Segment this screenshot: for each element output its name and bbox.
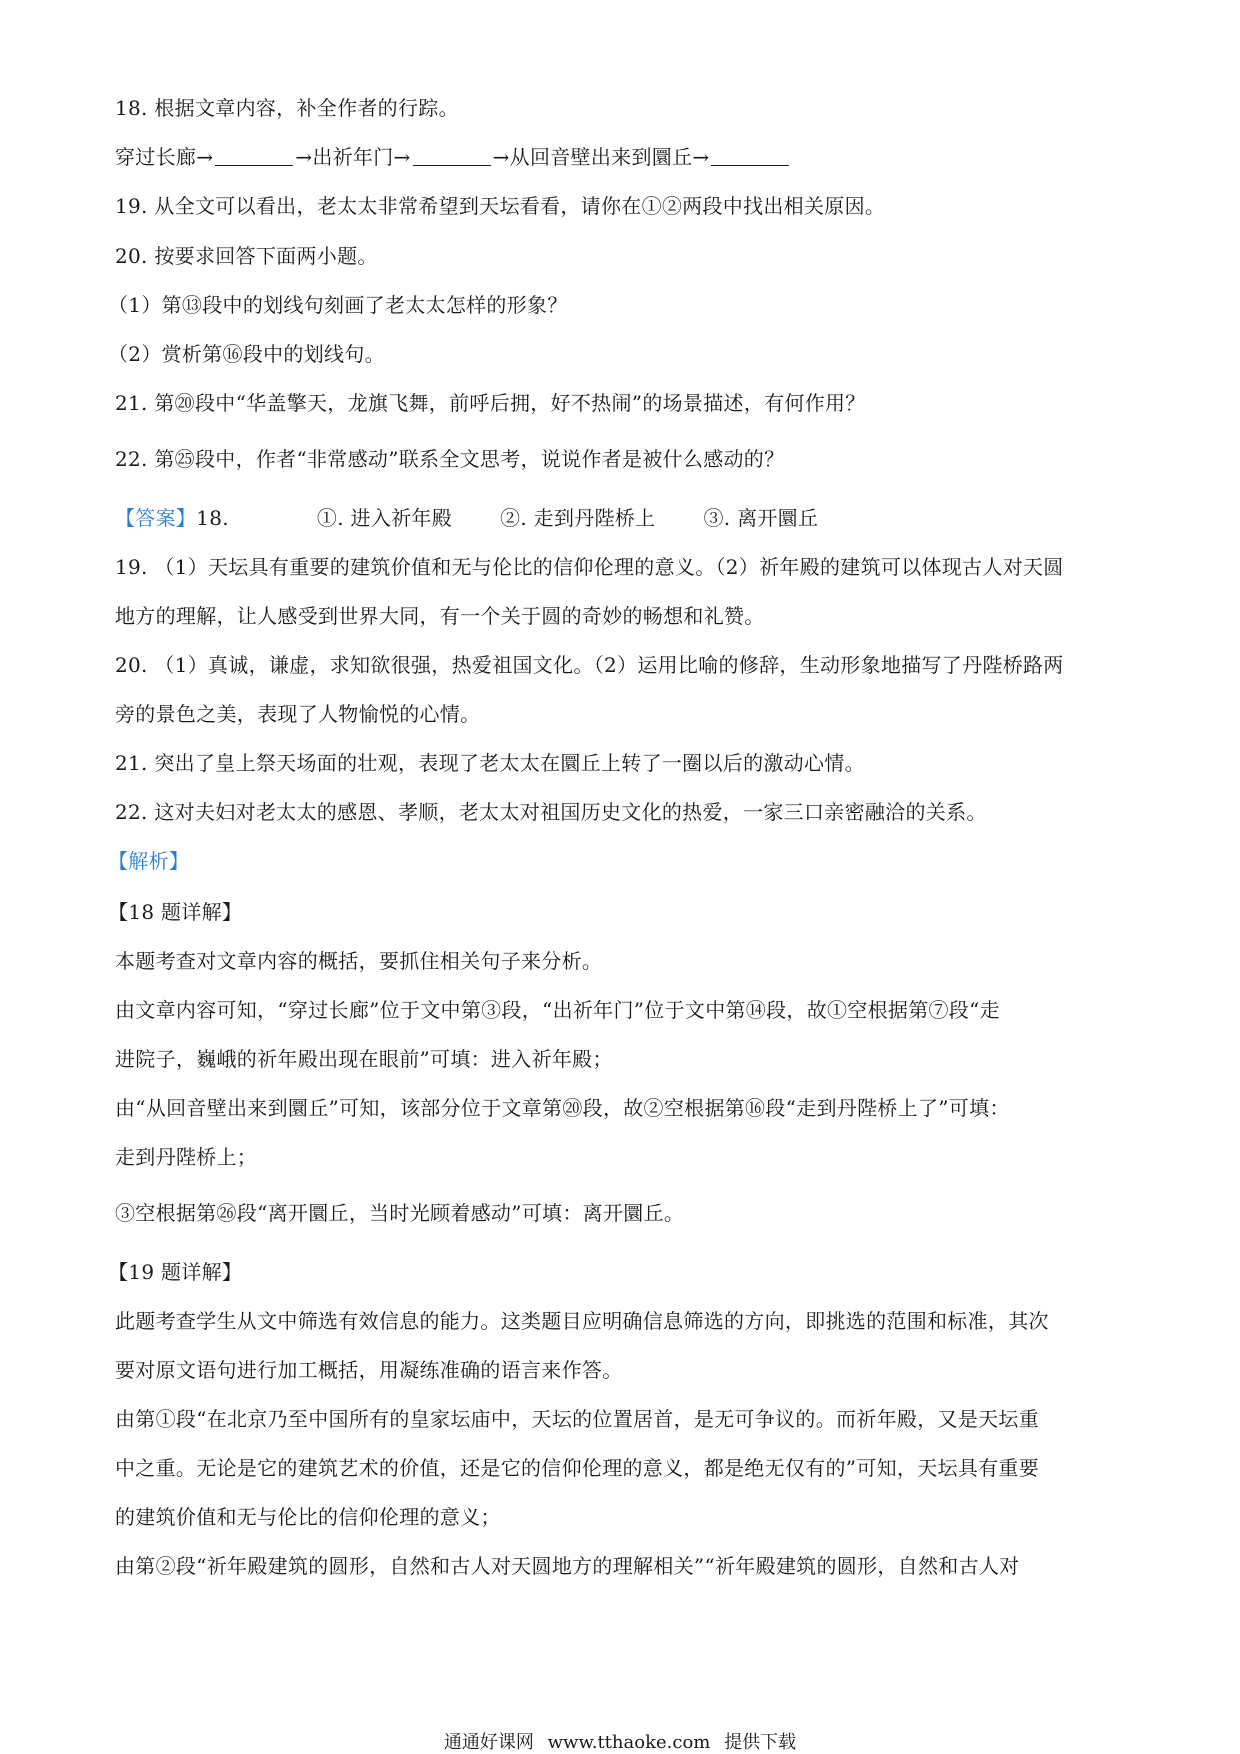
- detail-18-line-6: ③空根据第㉖段“离开圜丘，当时光顾着感动”可填：离开圜丘。: [115, 1201, 685, 1225]
- answer-20-line-2: 旁的景色之美，表现了人物愉悦的心情。: [115, 702, 481, 726]
- detail-19-line-1: 此题考查学生从文中筛选有效信息的能力。这类题目应明确信息筛选的方向，即挑选的范围和标准，其次: [115, 1309, 1049, 1333]
- detail-19-line-5: 的建筑价值和无与伦比的信仰伦理的意义；: [115, 1505, 501, 1529]
- question-21: 21. 第⑳段中“华盖擎天，龙旗飞舞，前呼后拥，好不热闹”的场景描述，有何作用？: [115, 391, 866, 415]
- detail-18-title: 【18 题详解】: [108, 900, 243, 924]
- analysis-label: 【解析】: [108, 849, 190, 873]
- footer-site-name: 通通好课网: [443, 1732, 534, 1753]
- footer-url[interactable]: www.tthaoke.com: [547, 1732, 711, 1753]
- answer-18-item-3: ③. 离开圜丘: [703, 506, 819, 530]
- detail-19-line-2: 要对原文语句进行加工概括，用凝练准确的语言来作答。: [115, 1358, 623, 1382]
- question-20: 20. 按要求回答下面两小题。: [115, 244, 378, 268]
- answer-18-item-2: ②. 走到丹陛桥上: [500, 506, 656, 530]
- answer-18-item-1: ①. 进入祈年殿: [316, 506, 453, 530]
- question-20-2: （2）赏析第⑯段中的划线句。: [108, 342, 385, 366]
- question-20-1: （1）第⑬段中的划线句刻画了老太太怎样的形象？: [108, 293, 568, 317]
- question-19: 19. 从全文可以看出，老太太非常希望到天坛看看，请你在①②两段中找出相关原因。: [115, 194, 886, 218]
- answer-19-line-1: 19. （1）天坛具有重要的建筑价值和无与伦比的信仰伦理的意义。（2）祈年殿的建筑可以体现古人对天圆: [115, 555, 1064, 579]
- route-end: →从回音壁出来到圜丘→: [492, 145, 710, 169]
- footer-suffix: 提供下载: [724, 1732, 797, 1753]
- route-start: 穿过长廊→: [115, 145, 214, 169]
- detail-18-line-2: 由文章内容可知，“穿过长廊”位于文中第③段，“出祈年门”位于文中第⑭段，故①空根据第⑦段“走: [115, 998, 1000, 1022]
- answer-19-line-2: 地方的理解，让人感受到世界大同，有一个关于圆的奇妙的畅想和礼赞。: [115, 604, 765, 628]
- question-18: 18. 根据文章内容，补全作者的行踪。: [115, 96, 459, 120]
- detail-19-line-3: 由第①段“在北京乃至中国所有的皇家坛庙中，天坛的位置居首，是无可争议的。而祈年殿，又是天坛重: [115, 1407, 1040, 1431]
- detail-19-line-4: 中之重。无论是它的建筑艺术的价值，还是它的信仰伦理的意义，都是绝无仅有的”可知，天坛具有重要: [115, 1456, 1040, 1480]
- detail-18-line-3: 进院子，巍峨的祈年殿出现在眼前”可填：进入祈年殿；: [115, 1047, 613, 1071]
- detail-18-line-1: 本题考查对文章内容的概括，要抓住相关句子来分析。: [115, 949, 603, 973]
- page-footer: [0, 1728, 1240, 1754]
- detail-18-line-4: 由“从回音壁出来到圜丘”可知，该部分位于文章第⑳段，故②空根据第⑯段“走到丹陛桥上了”可填：: [115, 1096, 1010, 1120]
- question-18-route: [115, 141, 791, 170]
- answer-18-num: 18.: [196, 506, 229, 530]
- blank-1: [215, 147, 293, 166]
- answer-label: 【答案】: [115, 506, 197, 530]
- answer-18: [115, 502, 818, 531]
- answer-22: 22. 这对夫妇对老太太的感恩、孝顺，老太太对祖国历史文化的热爱，一家三口亲密融洽的关系。: [115, 800, 987, 824]
- question-22: 22. 第㉕段中，作者“非常感动”联系全文思考，说说作者是被什么感动的？: [115, 447, 785, 471]
- answer-20-line-1: 20. （1）真诚，谦虚，求知欲很强，热爱祖国文化。（2）运用比喻的修辞，生动形象地描写了丹陛桥路两: [115, 653, 1064, 677]
- detail-19-title: 【19 题详解】: [108, 1260, 243, 1284]
- route-mid: →出祈年门→: [295, 145, 411, 169]
- blank-3: [711, 147, 789, 166]
- blank-2: [413, 147, 491, 166]
- detail-18-line-5: 走到丹陛桥上；: [115, 1145, 258, 1169]
- answer-21: 21. 突出了皇上祭天场面的壮观，表现了老太太在圜丘上转了一圈以后的激动心情。: [115, 751, 865, 775]
- detail-19-line-6: 由第②段“祈年殿建筑的圆形，自然和古人对天圆地方的理解相关”“祈年殿建筑的圆形，自然和古人对: [115, 1554, 1020, 1578]
